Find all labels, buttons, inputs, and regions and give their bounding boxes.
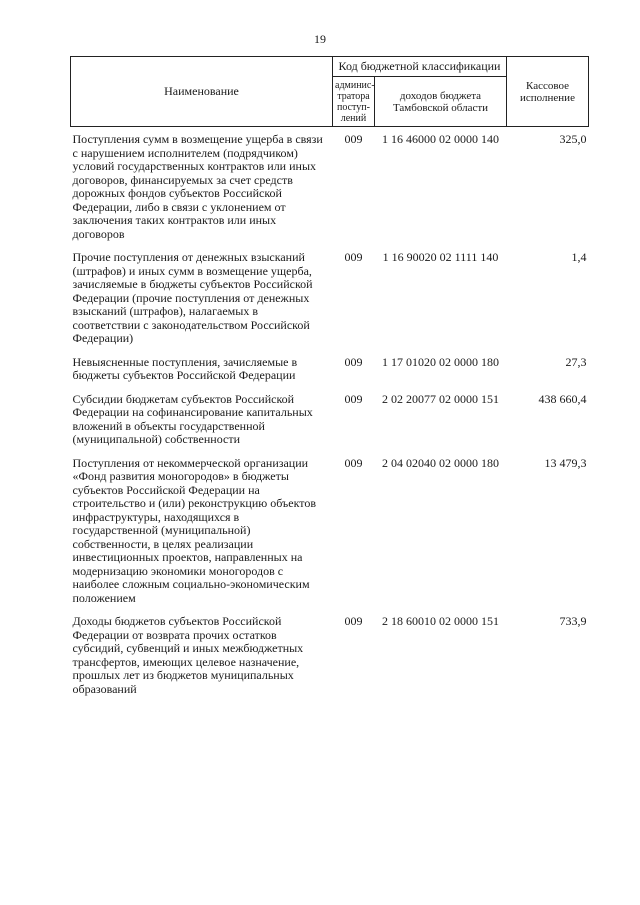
row-income-code: 2 04 02040 02 0000 180 — [382, 455, 499, 470]
header-administrator: админис-тратора поступ-лений — [333, 77, 375, 127]
row-admin-code: 009 — [344, 391, 363, 406]
row-name: Поступления сумм в возмещение ущерба в связи с нарушением исполнителем (подрядчиком) условий государственных контрактов или иных договоров, финансируемых за счет средств дорожных фондов субъектов Российской Федерации, либо в связи с уклонением от заключения таких контрактов или иных договоров — [72, 132, 323, 241]
row-admin-code: 009 — [344, 354, 363, 369]
row-name: Невыясненные поступления, зачисляемые в бюджеты субъектов Российской Федерации — [72, 354, 298, 382]
header-classification: Код бюджетной классификации — [333, 57, 507, 77]
row-admin-code: 009 — [344, 614, 363, 628]
table-row — [71, 350, 589, 387]
row-admin-code: 009 — [344, 132, 363, 146]
row-amount: 1,4 — [571, 250, 587, 264]
table-row — [71, 451, 589, 610]
row-amount: 325,0 — [559, 132, 587, 146]
row-name: Субсидии бюджетам субъектов Российской Федерации на софинансирование капитальных вложений в объекты государственной (муниципальной) собственности — [72, 391, 313, 446]
page-number: 19 — [314, 32, 326, 46]
row-amount: 438 660,4 — [538, 391, 587, 406]
row-amount: 733,9 — [559, 614, 587, 628]
row-name: Прочие поступления от денежных взысканий (штрафов) и иных сумм в возмещение ущерба, зачисляемые в бюджеты субъектов Российской Федерации (прочие поступления от денежных взысканий (штрафов), налагаемых в соответствии с законодательством Российской Федерации) — [72, 250, 313, 345]
table-row — [71, 609, 589, 700]
header-execution: Кассовое исполнение — [507, 57, 589, 127]
header-name: Наименование — [71, 57, 333, 127]
row-admin-code: 009 — [344, 455, 363, 470]
table-row — [71, 387, 589, 451]
row-name: Доходы бюджетов субъектов Российской Федерации от возврата прочих остатков субсидий, субвенций и иных межбюджетных трансфертов, имеющих целевое назначение, прошлых лет из бюджетов муниципальных образований — [72, 614, 304, 696]
table-row — [71, 127, 589, 246]
row-amount: 27,3 — [565, 354, 587, 369]
row-admin-code: 009 — [344, 250, 363, 264]
row-income-code: 1 16 90020 02 1111 140 — [382, 250, 499, 264]
row-name: Поступления от некоммерческой организации «Фонд развития моногородов» в бюджеты субъектов Российской Федерации на строительство и (или) реконструкцию объектов инфраструктуры, находящихся в государственной (муниципальной) собственности, в целях реализации инвестиционных проектов, направленных на модернизацию экономики моногородов с наиболее сложным социально-экономическим положением — [72, 455, 316, 605]
row-amount: 13 479,3 — [544, 455, 587, 470]
revenue-table — [70, 56, 589, 700]
row-income-code: 2 02 20077 02 0000 151 — [382, 391, 499, 406]
row-income-code: 1 16 46000 02 0000 140 — [382, 132, 499, 146]
row-income-code: 1 17 01020 02 0000 180 — [382, 354, 499, 369]
row-income-code: 2 18 60010 02 0000 151 — [382, 614, 499, 628]
header-income: доходов бюджета Тамбовской области — [375, 77, 507, 127]
table-row — [71, 245, 589, 350]
